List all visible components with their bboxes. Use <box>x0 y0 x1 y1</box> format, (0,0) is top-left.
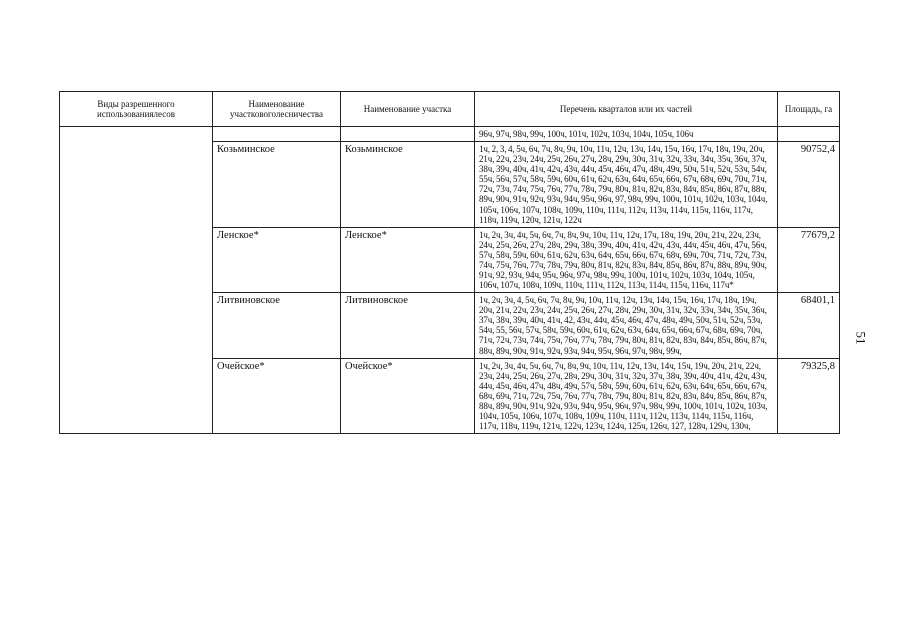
header-forestry-name: Наименование участковоголесничества <box>213 92 341 127</box>
forestry-cell: Очейское* <box>213 358 341 434</box>
area-cell <box>778 127 840 142</box>
quarters-cell: 1ч, 2ч, 3ч, 4ч, 5ч, 6ч, 7ч, 8ч, 9ч, 10ч, 11ч, 12ч, 13ч, 14ч, 15ч, 19ч, 20ч, 21ч, 22ч, 23ч, 24ч, 25ч, 26ч, 27ч, 28ч, 29ч, 30ч, 31ч, 32ч, 37ч, 38ч, 39ч, 40ч, 41ч, 42ч, 43ч, 44ч, 45ч, 46ч, 47ч, 48ч, 49ч, 57ч, 58ч, 59ч, 60ч, 61ч, 62ч, 63ч, 64ч, 65ч, 66ч, 67ч, 68ч, 69ч, 71ч, 72ч, 75ч, 76ч, 77ч, 78ч, 79ч, 80ч, 81ч, 82ч, 83ч, 84ч, 85ч, 86ч, 87ч, 88ч, 89ч, 90ч, 91ч, 92ч, 93ч, 94ч, 95ч, 96ч, 97ч, 98ч, 99ч, 100ч, 101ч, 102ч, 103ч, 104ч, 105ч, 106ч, 107ч, 108ч, 109ч, 110ч, 111ч, 112ч, 113ч, 114ч, 115ч, 116ч, 117ч, 118ч, 119ч, 121ч, 122ч, 123ч, 124ч, 125ч, 126ч, 127, 128ч, 129ч, 130ч, <box>475 358 778 434</box>
area-cell: 68401,1 <box>778 293 840 358</box>
forestry-cell: Ленское* <box>213 227 341 292</box>
quarters-cell: 1ч, 2, 3, 4, 5ч, 6ч, 7ч, 8ч, 9ч, 10ч, 11ч, 12ч, 13ч, 14ч, 15ч, 16ч, 17ч, 18ч, 19ч, 20ч, 21ч, 22ч, 23ч, 24ч, 25ч, 26ч, 27ч, 28ч, 29ч, 30ч, 31ч, 32ч, 33ч, 34ч, 35ч, 36ч, 37ч, 38ч, 39ч, 40ч, 41ч, 42ч, 43ч, 44ч, 45ч, 46ч, 47ч, 48ч, 49ч, 50ч, 51ч, 52ч, 53ч, 54ч, 55ч, 56ч, 57ч, 58ч, 59ч, 60ч, 61ч, 62ч, 63ч, 64ч, 65ч, 66ч, 67ч, 68ч, 69ч, 70ч, 71ч, 72ч, 73ч, 74ч, 75ч, 76ч, 77ч, 78ч, 79ч, 80ч, 81ч, 82ч, 83ч, 84ч, 85ч, 86ч, 87ч, 88ч, 89ч, 90ч, 91ч, 92ч, 93ч, 94ч, 95ч, 96ч, 97, 98ч, 99ч, 100ч, 101ч, 102ч, 103ч, 104ч, 105ч, 106ч, 107ч, 108ч, 109ч, 110ч, 111ч, 112ч, 113ч, 114ч, 115ч, 116ч, 117ч, 118ч, 119ч, 120ч, 121ч, 122ч <box>475 142 778 228</box>
site-cell: Литвиновское <box>341 293 475 358</box>
forestry-cell: Литвиновское <box>213 293 341 358</box>
header-use-types: Виды разрешенного использованиялесов <box>60 92 213 127</box>
site-cell: Ленское* <box>341 227 475 292</box>
forestry-cell <box>213 127 341 142</box>
page-number: 51 <box>853 331 869 345</box>
forestry-cell: Козьминское <box>213 142 341 228</box>
area-cell: 77679,2 <box>778 227 840 292</box>
use-type-cell <box>60 127 213 434</box>
site-cell <box>341 127 475 142</box>
quarters-cell: 1ч, 2ч, 3ч, 4ч, 5ч, 6ч, 7ч, 8ч, 9ч, 10ч, 11ч, 12ч, 17ч, 18ч, 19ч, 20ч, 21ч, 22ч, 23ч, 24ч, 25ч, 26ч, 27ч, 28ч, 29ч, 38ч, 39ч, 40ч, 41ч, 42ч, 43ч, 44ч, 45ч, 46ч, 47ч, 56ч, 57ч, 58ч, 59ч, 60ч, 61ч, 62ч, 63ч, 64ч, 65ч, 66ч, 67ч, 68ч, 69ч, 70ч, 71ч, 72ч, 73ч, 74ч, 75ч, 76ч, 77ч, 78ч, 79ч, 80ч, 81ч, 82ч, 83ч, 84ч, 85ч, 86ч, 87ч, 88ч, 89ч, 90ч, 91ч, 92, 93ч, 94ч, 95ч, 96ч, 97ч, 98ч, 99ч, 100ч, 101ч, 102ч, 103ч, 104ч, 105ч, 106ч, 107ч, 108ч, 109ч, 110ч, 111ч, 112ч, 113ч, 114ч, 115ч, 116ч, 117ч* <box>475 227 778 292</box>
header-area: Площадь, га <box>778 92 840 127</box>
forest-use-table <box>59 91 840 434</box>
table-row-continuation <box>60 127 840 142</box>
header-quarters-list: Перечень кварталов или их частей <box>475 92 778 127</box>
header-site-name: Наименование участка <box>341 92 475 127</box>
quarters-cell: 96ч, 97ч, 98ч, 99ч, 100ч, 101ч, 102ч, 103ч, 104ч, 105ч, 106ч <box>475 127 778 142</box>
table-header-row <box>60 92 840 127</box>
area-cell: 79325,8 <box>778 358 840 434</box>
site-cell: Козьминское <box>341 142 475 228</box>
quarters-cell: 1ч, 2ч, 3ч, 4, 5ч, 6ч, 7ч, 8ч, 9ч, 10ч, 11ч, 12ч, 13ч, 14ч, 15ч, 16ч, 17ч, 18ч, 19ч, 20ч, 21ч, 22ч, 23ч, 24ч, 25ч, 26ч, 27ч, 28ч, 29ч, 30ч, 31ч, 32ч, 33ч, 34ч, 35ч, 36ч, 37ч, 38ч, 39ч, 40ч, 41ч, 42, 43ч, 44ч, 45ч, 46ч, 47ч, 48ч, 49ч, 50ч, 51ч, 52ч, 53ч, 54ч, 55, 56ч, 57ч, 58ч, 59ч, 60ч, 61ч, 62ч, 63ч, 64ч, 65ч, 66ч, 67ч, 68ч, 69ч, 70ч, 71ч, 72ч, 73ч, 74ч, 75ч, 76ч, 77ч, 78ч, 79ч, 80ч, 81ч, 82ч, 83ч, 84ч, 85ч, 86ч, 87ч, 88ч, 89ч, 90ч, 91ч, 92ч, 93ч, 94ч, 95ч, 96ч, 97ч, 98ч, 99ч, <box>475 293 778 358</box>
area-cell: 90752,4 <box>778 142 840 228</box>
site-cell: Очейское* <box>341 358 475 434</box>
